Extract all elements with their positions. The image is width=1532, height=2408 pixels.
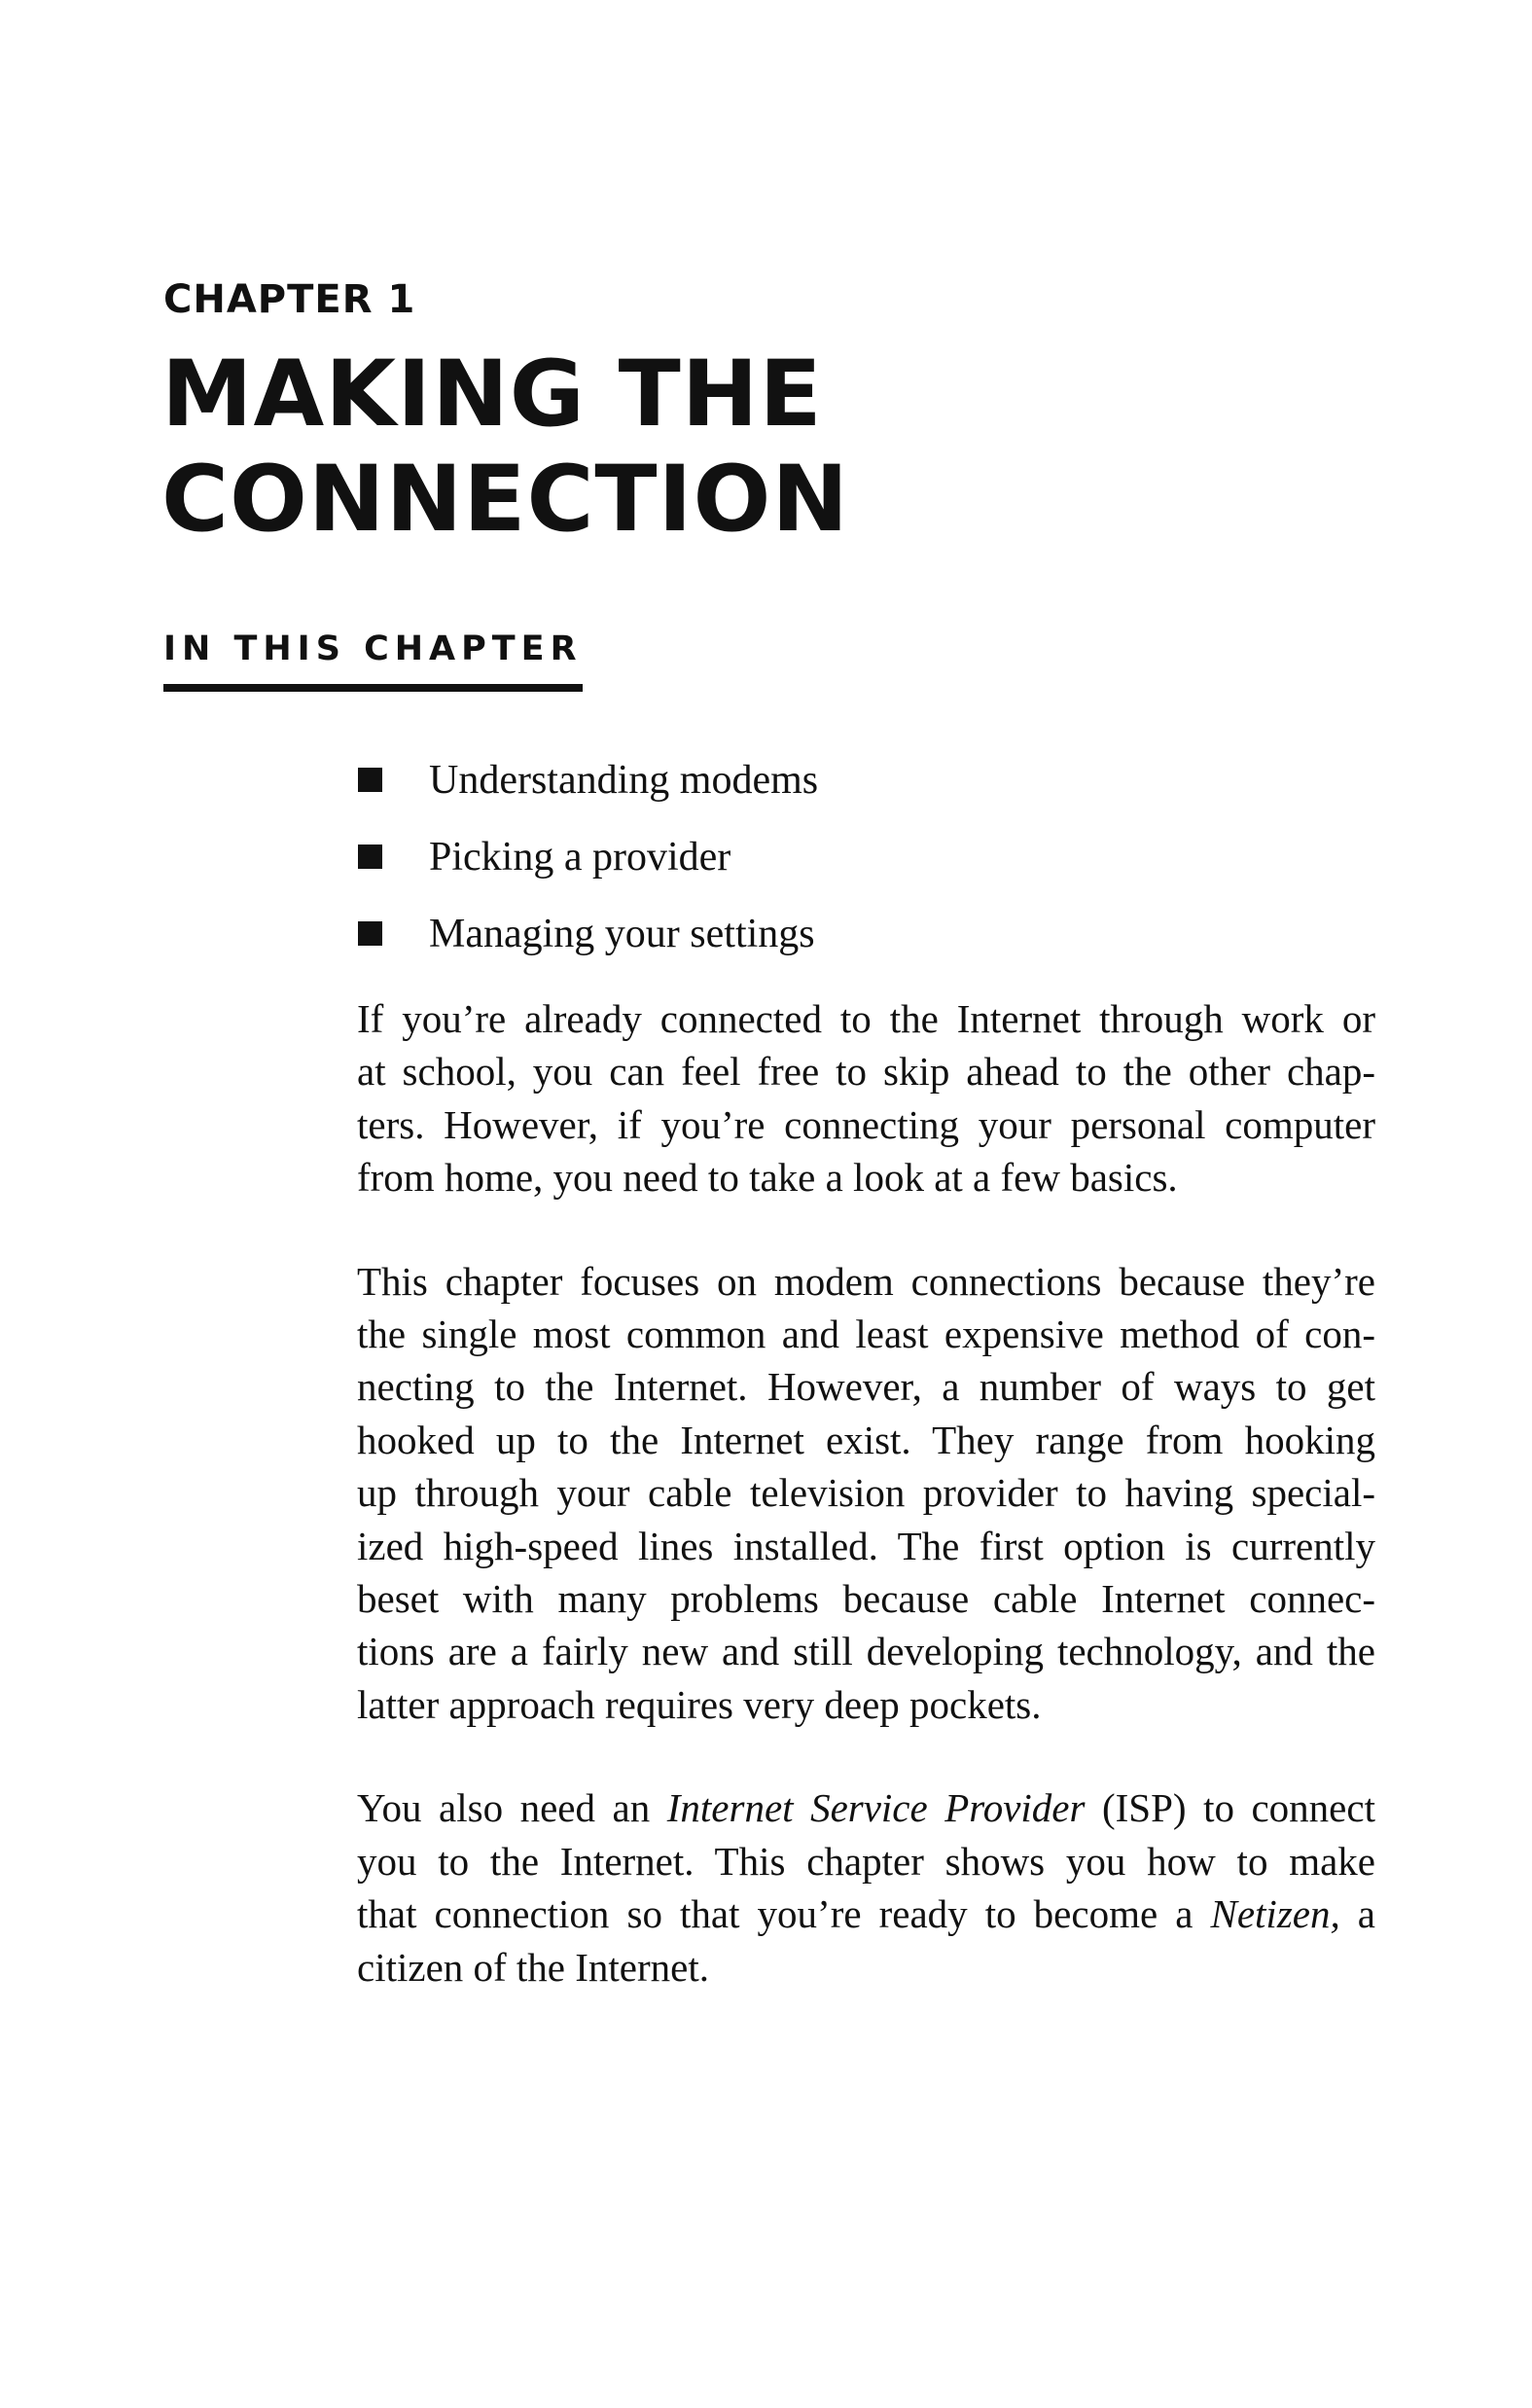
text-line: ized high-speed lines installed. The first option is currently <box>357 1523 1375 1568</box>
chapter-topics-list <box>358 741 818 972</box>
paragraph-isp <box>357 1781 1375 1994</box>
chapter-title <box>161 342 849 553</box>
square-bullet-icon <box>358 921 382 946</box>
italic-term: Netizen, <box>1210 1891 1340 1937</box>
in-this-chapter-heading: IN THIS CHAPTER <box>163 632 583 692</box>
text-segment: (ISP) to connect <box>1085 1785 1375 1831</box>
text-line <box>357 1781 1375 1834</box>
text-line: up through your cable television provider to having special- <box>357 1470 1375 1516</box>
text-line: beset with many problems because cable Internet connec- <box>357 1576 1375 1622</box>
text-line: necting to the Internet. However, a number of ways to get <box>357 1364 1375 1410</box>
text-line: citizen of the Internet. <box>357 1944 709 1990</box>
text-line: ters. However, if you’re connecting your personal computer <box>357 1101 1375 1147</box>
italic-term: Internet Service Provider <box>666 1785 1086 1831</box>
text-line: tions are a fairly new and still developing technology, and the <box>357 1629 1375 1674</box>
square-bullet-icon <box>358 845 382 869</box>
chapter-title-line: MAKING THE <box>161 341 823 448</box>
list-item <box>358 895 818 972</box>
chapter-number: CHAPTER 1 <box>163 277 416 322</box>
body-text <box>357 992 1375 1994</box>
text-line: at school, you can feel free to skip ahead to the other chap- <box>357 1049 1375 1095</box>
chapter-title-line: CONNECTION <box>161 447 850 553</box>
list-item <box>358 741 818 818</box>
text-line: If you’re already connected to the Internet through work or <box>357 996 1375 1041</box>
text-line: from home, you need to take a look at a few basics. <box>357 1155 1178 1201</box>
paragraph-connections <box>357 1255 1375 1732</box>
text-line <box>357 1887 1375 1940</box>
paragraph-intro <box>357 992 1375 1204</box>
text-segment: a <box>1339 1891 1375 1937</box>
topic-text: Managing your settings <box>429 911 815 956</box>
topic-text: Understanding modems <box>429 757 819 803</box>
text-line: you to the Internet. This chapter shows you how to make <box>357 1838 1375 1884</box>
list-item <box>358 818 818 895</box>
text-line: the single most common and least expensive method of con- <box>357 1312 1375 1357</box>
text-segment: that connection so that you’re ready to become a <box>357 1891 1211 1937</box>
text-segment: You also need an <box>357 1785 667 1831</box>
text-line: hooked up to the Internet exist. They range from hooking <box>357 1417 1375 1462</box>
text-line: This chapter focuses on modem connections because they’re <box>357 1258 1375 1304</box>
topic-text: Picking a provider <box>429 834 731 880</box>
square-bullet-icon <box>358 768 382 792</box>
text-line: latter approach requires very deep pockets. <box>357 1681 1042 1727</box>
